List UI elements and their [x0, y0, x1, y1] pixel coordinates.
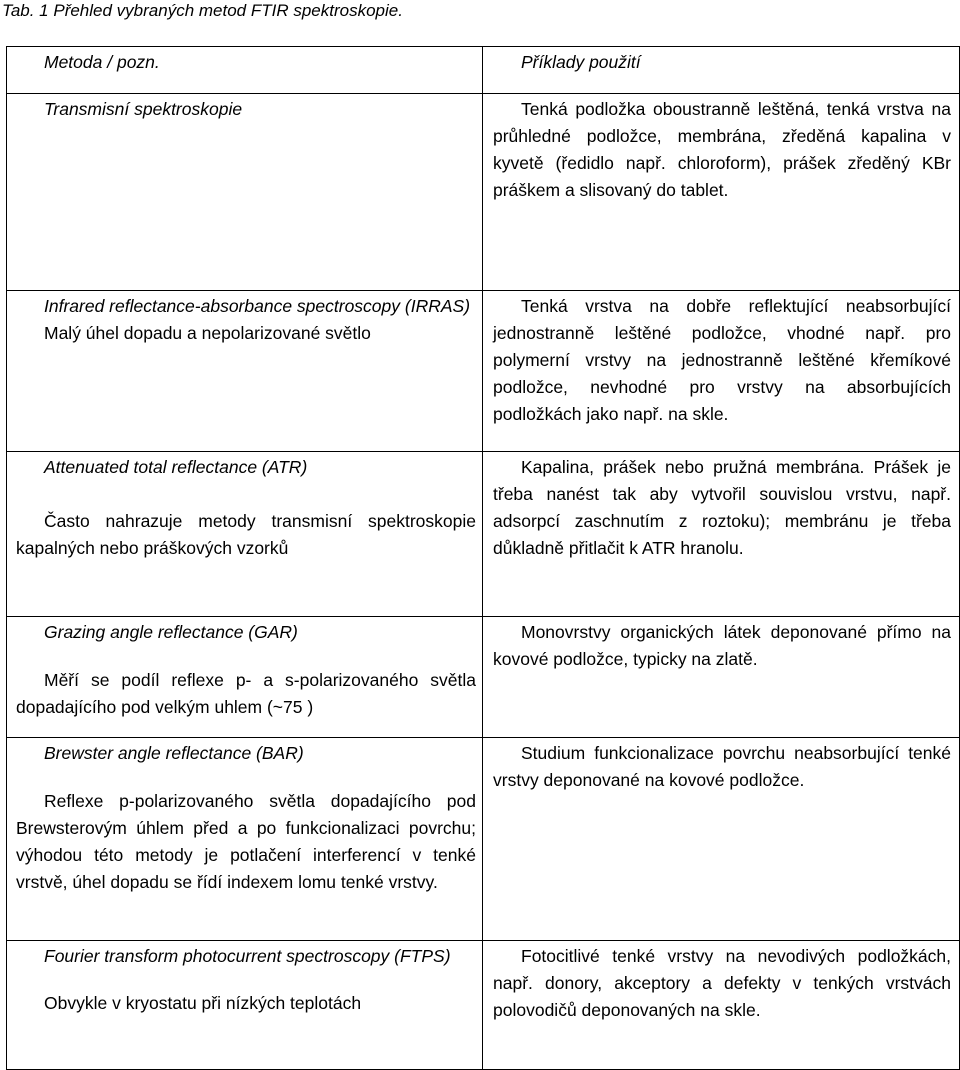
table-row: [7, 452, 960, 617]
method-name: Transmisní spektroskopie: [44, 99, 243, 119]
methods-table: [6, 46, 960, 1070]
examples-text: Tenká podložka oboustranně leštěná, tenká vrstva na průhledné podložce, membrána, zředěná kapalina v kyvetě (ředidlo např. chloroform), prášek zředěný KBr práškem a slisovaný do tablet.: [493, 99, 951, 200]
method-name: Grazing angle reflectance (GAR): [44, 622, 298, 642]
examples-text: Fotocitlivé tenké vrstvy na nevodivých podložkách, např. donory, akceptory a defekty v tenkých vrstvách polovodičů deponovaných na skle.: [493, 946, 951, 1020]
table-row: [7, 94, 960, 291]
method-name: Attenuated total reflectance (ATR): [44, 457, 308, 477]
table-caption: Tab. 1 Přehled vybraných metod FTIR spektroskopie.: [2, 1, 403, 20]
examples-cell: [483, 452, 960, 617]
examples-text: Kapalina, prášek nebo pružná membrána. Prášek je třeba nanést tak aby vytvořil souvislou vrstvu, např. adsorpcí zaschnutím z roztoku); membránu je třeba důkladně přitlačit k ATR hranolu.: [493, 457, 951, 558]
method-name: Fourier transform photocurrent spectroscopy (FTPS): [44, 946, 451, 966]
method-note: Malý úhel dopadu a nepolarizované světlo: [44, 323, 371, 343]
method-cell: [7, 291, 483, 452]
examples-cell: [483, 941, 960, 1070]
method-note: Obvykle v kryostatu při nízkých teplotách: [44, 993, 362, 1013]
header-examples: Příklady použití: [483, 47, 960, 94]
examples-cell: [483, 617, 960, 738]
table-row: [7, 617, 960, 738]
examples-cell: [483, 291, 960, 452]
table-header-row: [7, 47, 960, 94]
method-cell: [7, 94, 483, 291]
method-name: Brewster angle reflectance (BAR): [44, 743, 304, 763]
header-method: Metoda / pozn.: [7, 47, 483, 94]
examples-text: Monovrstvy organických látek deponované přímo na kovové podložce, typicky na zlatě.: [493, 622, 951, 669]
examples-text: Tenká vrstva na dobře reflektující neabsorbující jednostranně leštěné podložce, vhodné např. pro polymerní vrstvy na jednostranně leštěné křemíkové podložce, nevhodné pro vrstvy na absorbujících podložkách jako např. na skle.: [493, 296, 951, 424]
method-note: Měří se podíl reflexe p- a s-polarizovaného světla dopadajícího pod velkým uhlem (~75 ): [16, 670, 476, 717]
table-row: [7, 941, 960, 1070]
method-cell: [7, 941, 483, 1070]
method-cell: [7, 738, 483, 941]
examples-cell: [483, 738, 960, 941]
table-row: [7, 291, 960, 452]
method-cell: [7, 452, 483, 617]
method-name: Infrared reflectance-absorbance spectroscopy (IRRAS): [44, 296, 471, 316]
table-row: [7, 738, 960, 941]
method-note: Reflexe p-polarizovaného světla dopadajícího pod Brewsterovým úhlem před a po funkcionalizaci povrchu; výhodou této metody je potlačení interferencí v tenké vrstvě, úhel dopadu se řídí indexem lomu tenké vrstvy.: [16, 791, 476, 892]
method-cell: [7, 617, 483, 738]
examples-cell: [483, 94, 960, 291]
method-note: Často nahrazuje metody transmisní spektroskopie kapalných nebo práškových vzorků: [16, 511, 476, 558]
examples-text: Studium funkcionalizace povrchu neabsorbující tenké vrstvy deponované na kovové podložce.: [493, 743, 951, 790]
